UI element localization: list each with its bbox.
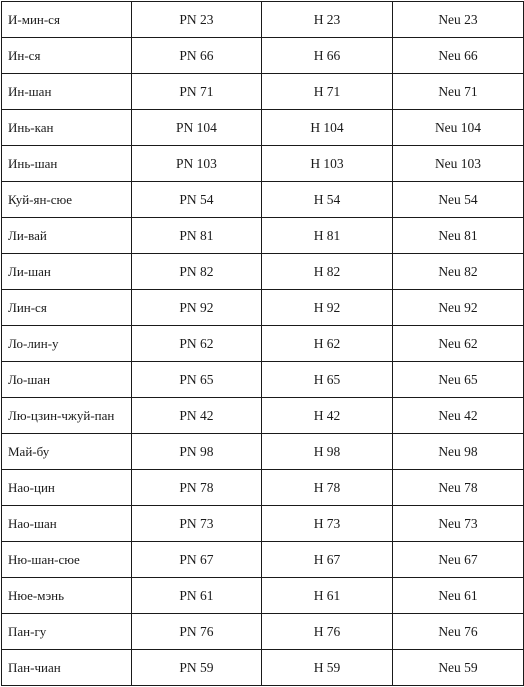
table-row — [2, 542, 524, 578]
point-name-cell: Инь-шан — [2, 146, 132, 182]
pn-code-cell: PN 73 — [132, 506, 262, 542]
h-code-cell: H 103 — [262, 146, 393, 182]
neu-code-cell: Neu 65 — [393, 362, 524, 398]
neu-code-cell: Neu 66 — [393, 38, 524, 74]
table-row — [2, 362, 524, 398]
point-name-cell: Нюе-мэнь — [2, 578, 132, 614]
neu-code-cell: Neu 78 — [393, 470, 524, 506]
table-row — [2, 578, 524, 614]
table-row — [2, 470, 524, 506]
table-row — [2, 2, 524, 38]
neu-code-cell: Neu 67 — [393, 542, 524, 578]
pn-code-cell: PN 92 — [132, 290, 262, 326]
point-name-cell: Ло-шан — [2, 362, 132, 398]
pn-code-cell: PN 59 — [132, 650, 262, 686]
neu-code-cell: Neu 61 — [393, 578, 524, 614]
h-code-cell: H 81 — [262, 218, 393, 254]
table-row — [2, 290, 524, 326]
pn-code-cell: PN 54 — [132, 182, 262, 218]
neu-code-cell: Neu 98 — [393, 434, 524, 470]
pn-code-cell: PN 82 — [132, 254, 262, 290]
table-row — [2, 182, 524, 218]
table-row — [2, 146, 524, 182]
point-name-cell: Лю-цзин-чжуй-пан — [2, 398, 132, 434]
neu-code-cell: Neu 71 — [393, 74, 524, 110]
pn-code-cell: PN 62 — [132, 326, 262, 362]
h-code-cell: H 92 — [262, 290, 393, 326]
h-code-cell: H 78 — [262, 470, 393, 506]
table-row — [2, 398, 524, 434]
pn-code-cell: PN 71 — [132, 74, 262, 110]
neu-code-cell: Neu 73 — [393, 506, 524, 542]
neu-code-cell: Neu 81 — [393, 218, 524, 254]
table-row — [2, 110, 524, 146]
pn-code-cell: PN 98 — [132, 434, 262, 470]
point-name-cell: Ин-шан — [2, 74, 132, 110]
table-row — [2, 506, 524, 542]
h-code-cell: H 67 — [262, 542, 393, 578]
neu-code-cell: Neu 23 — [393, 2, 524, 38]
table-row — [2, 218, 524, 254]
point-name-cell: Ню-шан-сюе — [2, 542, 132, 578]
h-code-cell: H 62 — [262, 326, 393, 362]
h-code-cell: H 66 — [262, 38, 393, 74]
pn-code-cell: PN 78 — [132, 470, 262, 506]
point-name-cell: Лин-ся — [2, 290, 132, 326]
h-code-cell: H 71 — [262, 74, 393, 110]
point-name-cell: Пан-гу — [2, 614, 132, 650]
point-name-cell: Нао-цин — [2, 470, 132, 506]
point-name-cell: Май-бу — [2, 434, 132, 470]
point-name-cell: Ли-вай — [2, 218, 132, 254]
neu-code-cell: Neu 103 — [393, 146, 524, 182]
point-name-cell: Инь-кан — [2, 110, 132, 146]
pn-code-cell: PN 66 — [132, 38, 262, 74]
table-row — [2, 614, 524, 650]
point-name-cell: Нао-шан — [2, 506, 132, 542]
pn-code-cell: PN 103 — [132, 146, 262, 182]
acupoint-table — [1, 1, 524, 686]
table-row — [2, 650, 524, 686]
pn-code-cell: PN 65 — [132, 362, 262, 398]
pn-code-cell: PN 23 — [132, 2, 262, 38]
h-code-cell: H 61 — [262, 578, 393, 614]
neu-code-cell: Neu 54 — [393, 182, 524, 218]
neu-code-cell: Neu 42 — [393, 398, 524, 434]
neu-code-cell: Neu 76 — [393, 614, 524, 650]
h-code-cell: H 98 — [262, 434, 393, 470]
pn-code-cell: PN 76 — [132, 614, 262, 650]
h-code-cell: H 76 — [262, 614, 393, 650]
h-code-cell: H 73 — [262, 506, 393, 542]
h-code-cell: H 54 — [262, 182, 393, 218]
h-code-cell: H 82 — [262, 254, 393, 290]
pn-code-cell: PN 42 — [132, 398, 262, 434]
point-name-cell: Ин-ся — [2, 38, 132, 74]
point-name-cell: Куй-ян-сюе — [2, 182, 132, 218]
h-code-cell: H 42 — [262, 398, 393, 434]
pn-code-cell: PN 67 — [132, 542, 262, 578]
h-code-cell: H 65 — [262, 362, 393, 398]
pn-code-cell: PN 61 — [132, 578, 262, 614]
point-name-cell: И-мин-ся — [2, 2, 132, 38]
neu-code-cell: Neu 59 — [393, 650, 524, 686]
neu-code-cell: Neu 104 — [393, 110, 524, 146]
table-row — [2, 326, 524, 362]
neu-code-cell: Neu 62 — [393, 326, 524, 362]
table-row — [2, 434, 524, 470]
pn-code-cell: PN 81 — [132, 218, 262, 254]
point-name-cell: Ло-лин-у — [2, 326, 132, 362]
point-name-cell: Пан-чиан — [2, 650, 132, 686]
table-row — [2, 254, 524, 290]
point-name-cell: Ли-шан — [2, 254, 132, 290]
table-body — [2, 2, 524, 686]
h-code-cell: H 59 — [262, 650, 393, 686]
h-code-cell: H 104 — [262, 110, 393, 146]
table-row — [2, 38, 524, 74]
neu-code-cell: Neu 82 — [393, 254, 524, 290]
table-row — [2, 74, 524, 110]
neu-code-cell: Neu 92 — [393, 290, 524, 326]
h-code-cell: H 23 — [262, 2, 393, 38]
pn-code-cell: PN 104 — [132, 110, 262, 146]
